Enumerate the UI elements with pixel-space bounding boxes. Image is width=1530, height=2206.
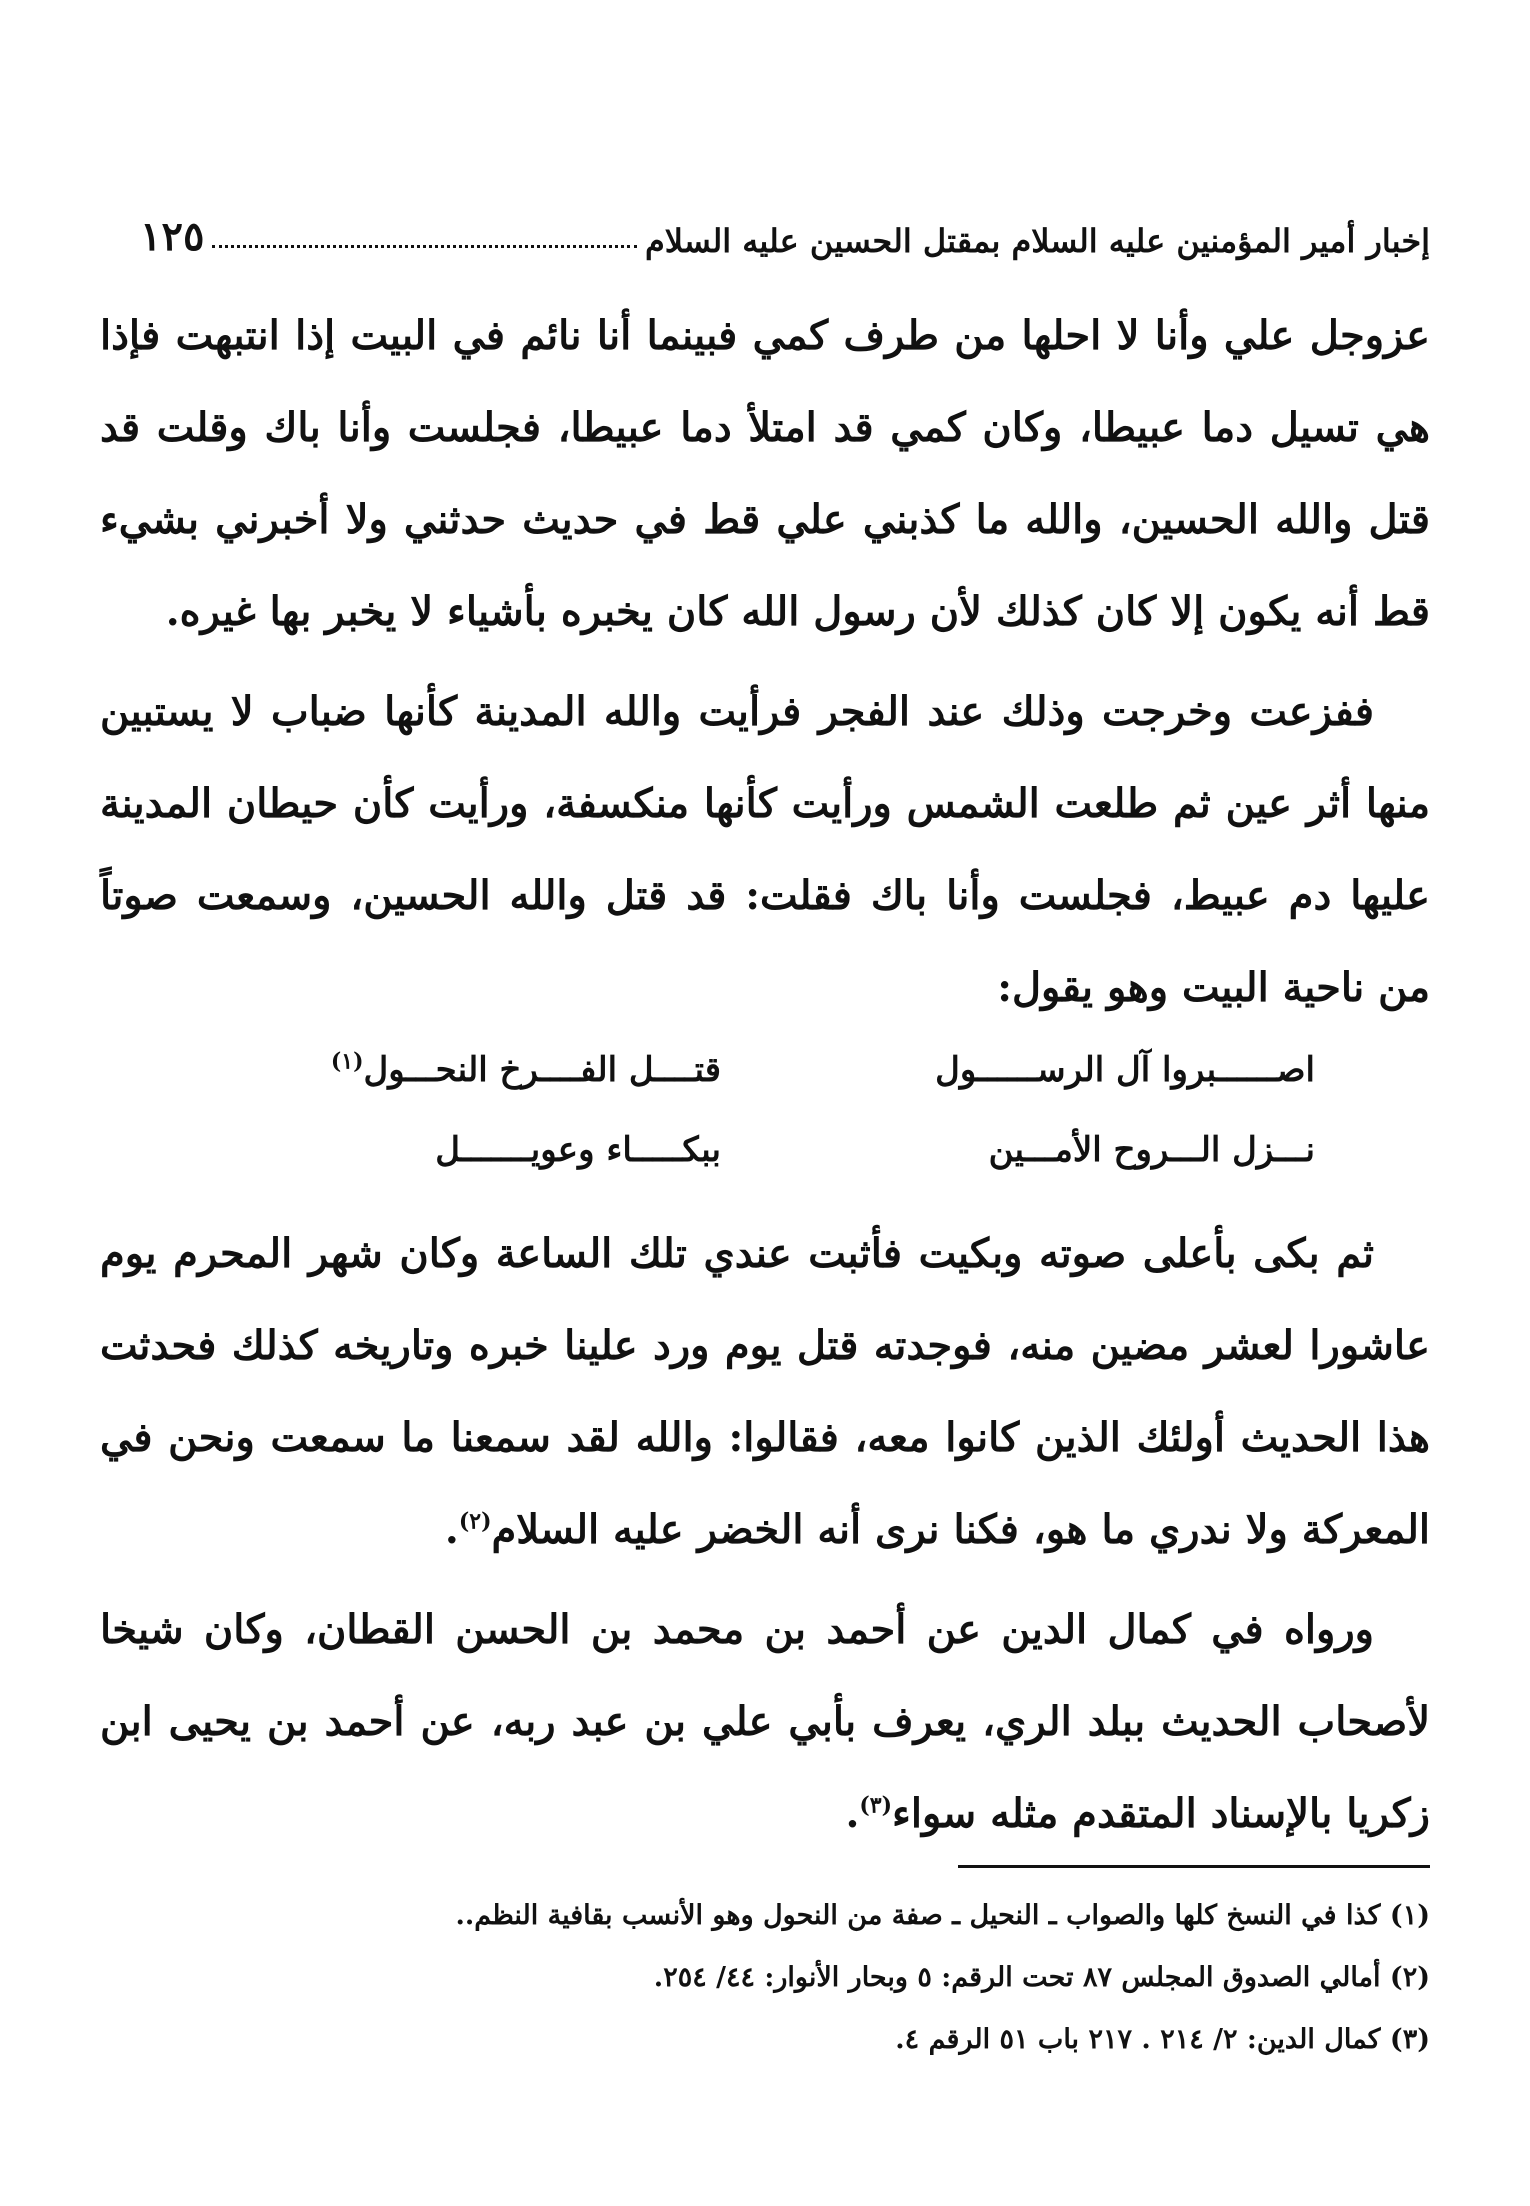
footnote-separator [958, 1865, 1430, 1868]
verse-1-second-hemistich [215, 1030, 721, 1110]
poem [215, 1030, 1315, 1190]
footnote-3: (٣) كمال الدين: ٢/ ٢١٤ . ٢١٧ باب ٥١ الرقم ٤. [895, 2024, 1430, 2055]
paragraph-2: ففزعت وخرجت وذلك عند الفجر فرأيت والله المدينة كأنها ضباب لا يستبين منها أثر عين ثم طلعت الشمس ورأيت كأنها منكسفة، ورأيت كأن حيطان المدينة عليها دم عبيط، فجلست وأنا باك فقلت: قد قتل والله الحسين، وسمعت صوتاً من ناحية البيت وهو يقول: [100, 688, 1430, 1011]
footnote-ref-3: (٣) [859, 1792, 893, 1819]
poem-verse-2 [215, 1110, 1315, 1190]
paragraph-1: عزوجل علي وأنا لا احلها من طرف كمي فبينما أنا نائم في البيت إذا انتبهت فإذا هي تسيل دما عبيطا، وكان كمي قد امتلأ دما عبيطا، فجلست وأنا باك وقلت قد قتل والله الحسين، والله ما كذبني علي قط في حديث حدثني ولا أخبرني بشيء قط أنه يكون إلا كان كذلك لأن رسول الله كان يخبره بأشياء لا يخبر بها غيره. [100, 312, 1430, 635]
header-dot-leader [212, 245, 637, 248]
paragraph-4-end: . [845, 1790, 860, 1837]
verse-1-second-text: قتــــل الفــــرخ النحـــول [363, 1050, 721, 1090]
footnotes [120, 1885, 1430, 2071]
running-title: إخبار أمير المؤمنين عليه السلام بمقتل الحسين عليه السلام [644, 222, 1430, 260]
verse-2-second-hemistich: ببكـــــاء وعويـــــــل [435, 1130, 721, 1170]
running-header [140, 200, 1430, 260]
poem-verse-1 [215, 1030, 1315, 1110]
paragraph-4 [100, 1584, 1430, 1860]
verse-1-first-hemistich: اصــــــبروا آل الرســــــول [935, 1050, 1315, 1090]
verse-2-first-hemistich: نـــزل الـــروح الأمـــين [988, 1130, 1315, 1170]
paragraph-3-text: ثم بكى بأعلى صوته وبكيت فأثبت عندي تلك الساعة وكان شهر المحرم يوم عاشورا لعشر مضين منه، فوجدته قتل يوم ورد علينا خبره وتاريخه كذلك فحدثت هذا الحديث أولئك الذين كانوا معه، فقالوا: والله لقد سمعنا ما سمعت ونحن في المعركة ولا ندري ما هو، فكنا نرى أنه الخضر عليه السلام [100, 1230, 1430, 1553]
main-text [100, 290, 1430, 1034]
footnote-2: (٢) أمالي الصدوق المجلس ٨٧ تحت الرقم: ٥ وبحار الأنوار: ٤٤/ ٢٥٤. [653, 1962, 1430, 1993]
main-text-lower [100, 1200, 1430, 1860]
paragraph-3 [100, 1208, 1430, 1576]
paragraph-3-end: . [444, 1506, 459, 1553]
footnote-ref-2: (٢) [458, 1508, 492, 1535]
footnote-1: (١) كذا في النسخ كلها والصواب ـ النحيل ـ صفة من النحول وهو الأنسب بقافية النظم.. [455, 1900, 1430, 1931]
footnote-ref-1: (١) [330, 1048, 364, 1075]
page-number: ١٢٥ [140, 213, 205, 260]
paragraph-4-text: ورواه في كمال الدين عن أحمد بن محمد بن الحسن القطان، وكان شيخا لأصحاب الحديث ببلد الري، يعرف بأبي علي بن عبد ربه، عن أحمد بن يحيى ابن زكريا بالإسناد المتقدم مثله سواء [100, 1606, 1431, 1837]
